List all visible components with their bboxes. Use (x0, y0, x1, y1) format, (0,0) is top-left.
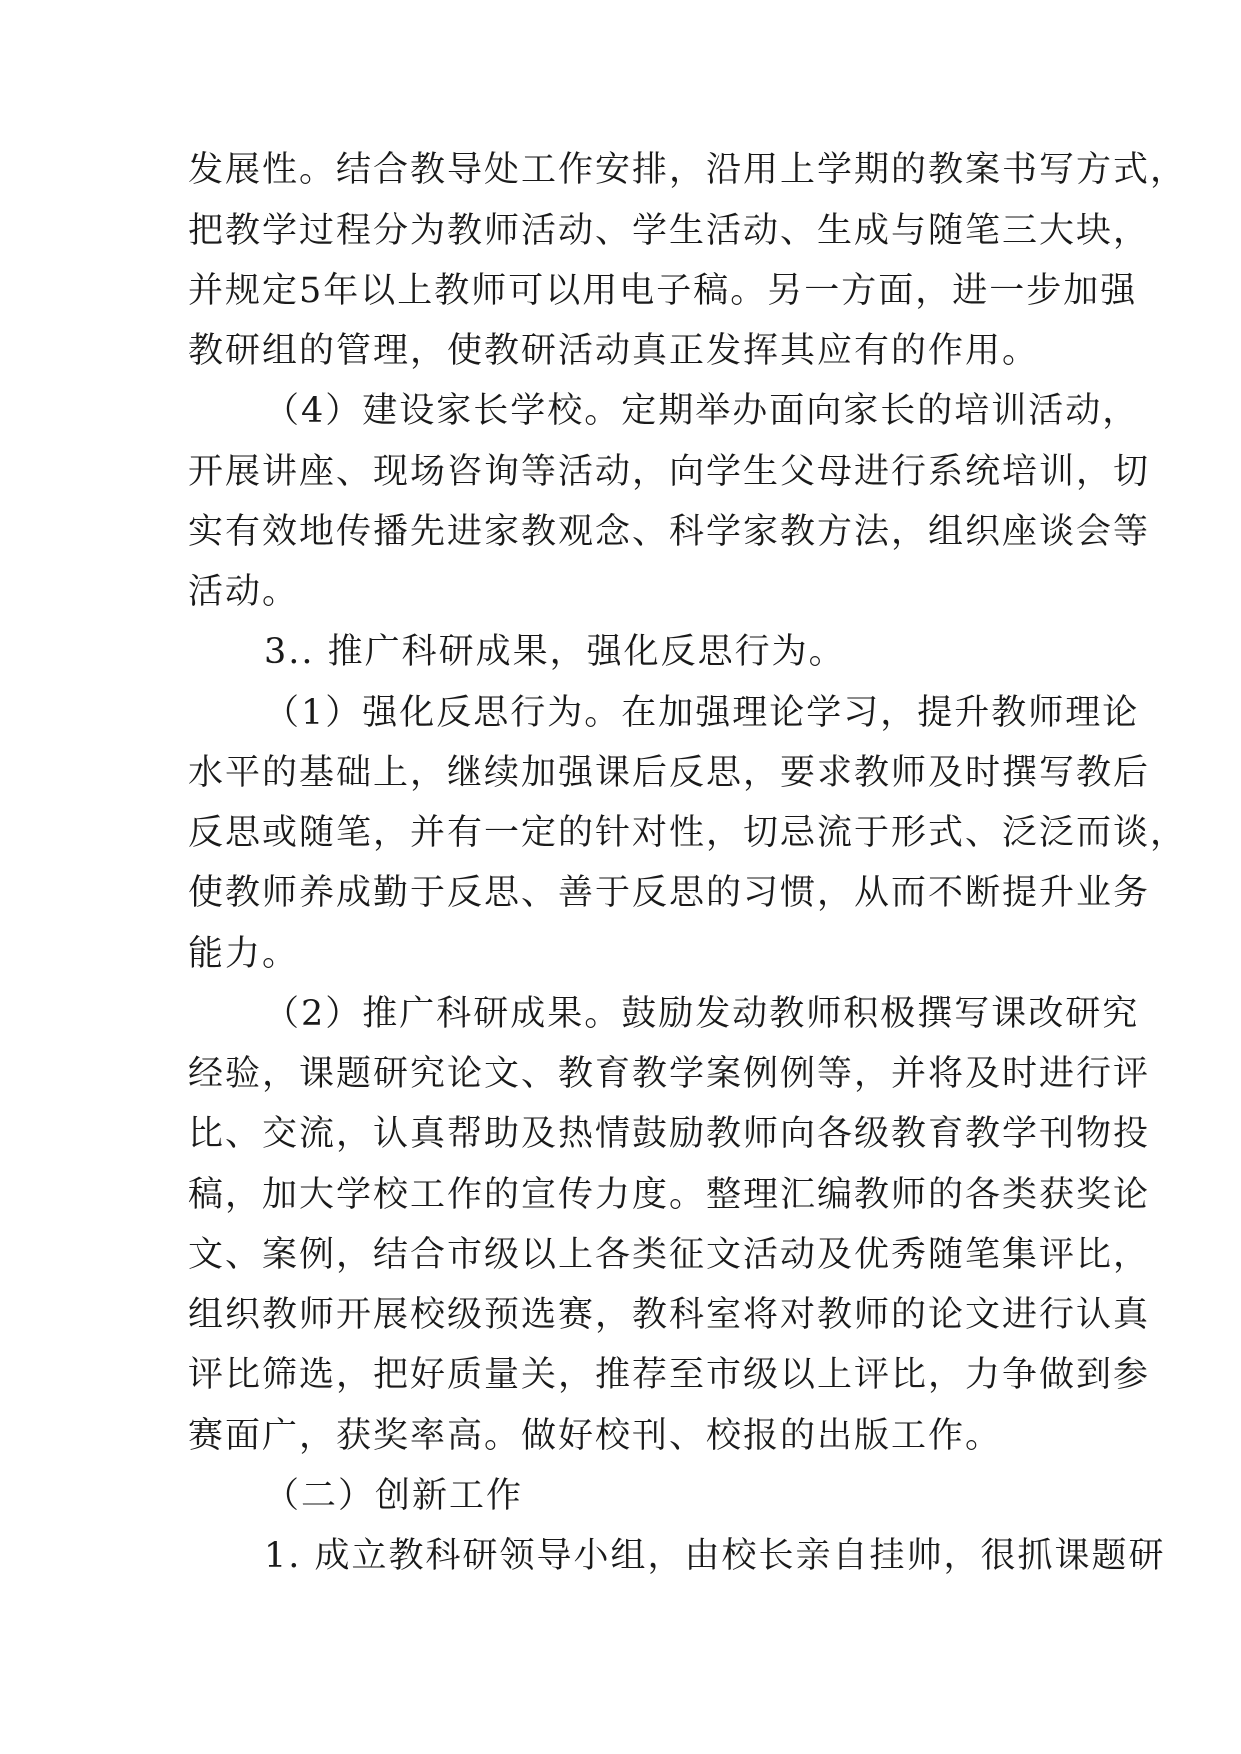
section-heading: 3.. 推广科研成果，强化反思行为。 (264, 632, 846, 672)
body-text-line: 经验，课题研究论文、教育教学案例例等，并将及时进行评 (188, 1054, 1151, 1094)
body-text-line: 组织教师开展校级预选赛，教科室将对教师的论文进行认真 (188, 1295, 1151, 1335)
body-text-line: 实有效地传播先进家教观念、科学家教方法，组织座谈会等 (188, 512, 1151, 552)
body-text-line: 发展性。结合教导处工作安排，沿用上学期的教案书写方式， (188, 150, 1188, 190)
body-text-line: 能力。 (188, 934, 300, 974)
body-text-line: 反思或随笔，并有一定的针对性，切忌流于形式、泛泛而谈， (188, 813, 1188, 853)
body-text-line: 文、案例，结合市级以上各类征文活动及优秀随笔集评比， (188, 1235, 1151, 1275)
body-text-line: 稿，加大学校工作的宣传力度。整理汇编教师的各类获奖论 (188, 1175, 1151, 1215)
body-text-line: 赛面广，获奖率高。做好校刊、校报的出版工作。 (188, 1416, 1003, 1456)
body-text-line: 评比筛选，把好质量关，推荐至市级以上评比，力争做到参 (188, 1355, 1151, 1395)
section-heading: （二）创新工作 (264, 1476, 524, 1516)
body-text-line: 使教师养成勤于反思、善于反思的习惯，从而不断提升业务 (188, 873, 1151, 913)
body-text-line: 开展讲座、现场咨询等活动，向学生父母进行系统培训，切 (188, 452, 1151, 492)
body-text-line: 把教学过程分为教师活动、学生活动、生成与随笔三大块， (188, 211, 1151, 251)
paragraph-start-line: 1. 成立教科研领导小组，由校长亲自挂帅，很抓课题研 (264, 1536, 1166, 1576)
body-text-line: 并规定5年以上教师可以用电子稿。另一方面，进一步加强 (188, 271, 1138, 311)
body-text-line: 活动。 (188, 572, 300, 612)
body-text-line: 教研组的管理，使教研活动真正发挥其应有的作用。 (188, 331, 1040, 371)
paragraph-start-line: （1）强化反思行为。在加强理论学习，提升教师理论 (264, 693, 1140, 733)
body-text-line: 比、交流，认真帮助及热情鼓励教师向各级教育教学刊物投 (188, 1114, 1151, 1154)
paragraph-start-line: （2）推广科研成果。鼓励发动教师积极撰写课改研究 (264, 994, 1140, 1034)
body-text-line: 水平的基础上，继续加强课后反思，要求教师及时撰写教后 (188, 753, 1151, 793)
paragraph-start-line: （4）建设家长学校。定期举办面向家长的培训活动， (264, 391, 1140, 431)
